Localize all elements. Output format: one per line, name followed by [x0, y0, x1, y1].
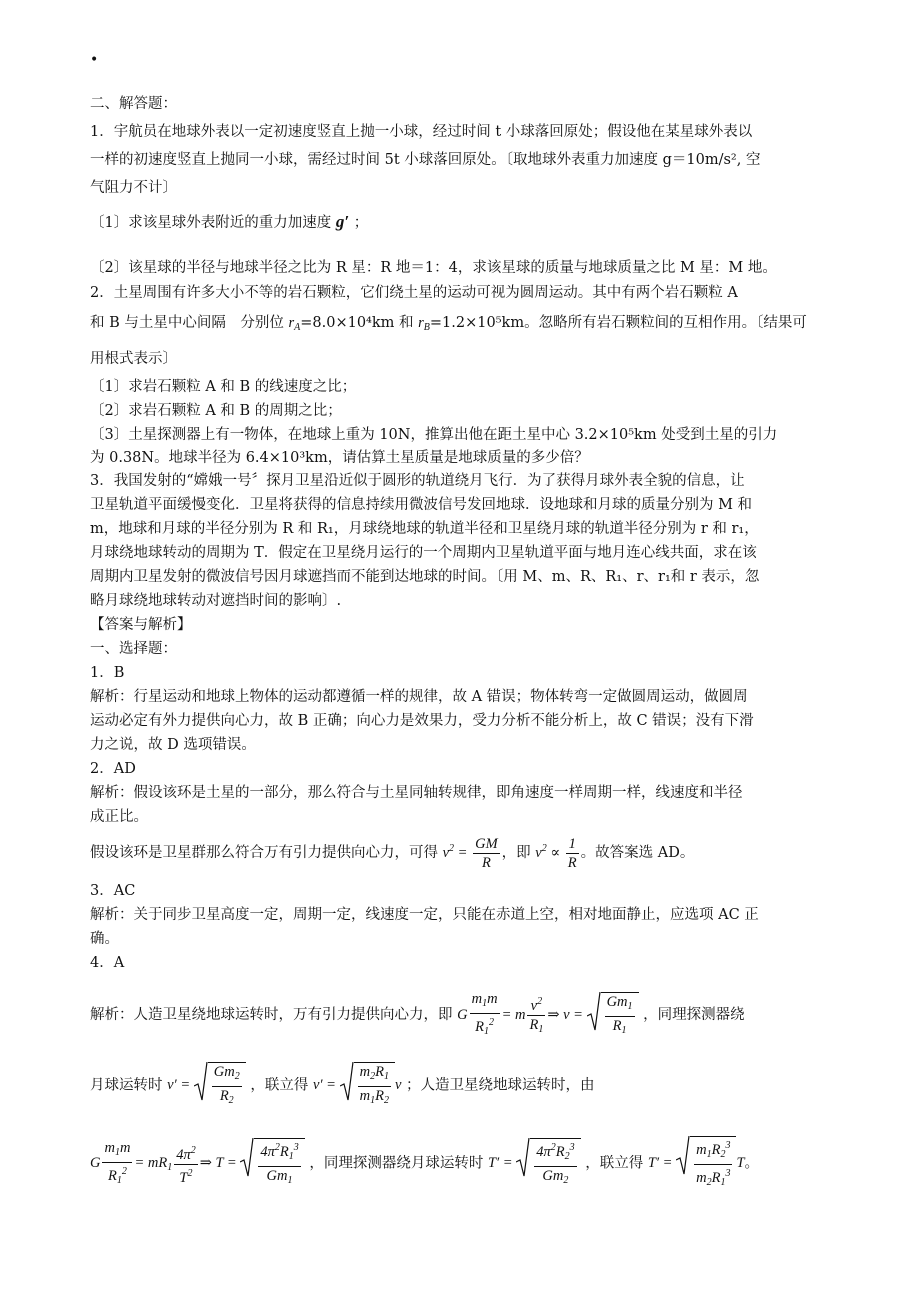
a1-line3: 力之说，故 D 选项错误。 [90, 737, 256, 753]
formula-v2-propto: $v^2$ ∝ $\frac{1}{R}$ [535, 836, 577, 871]
a2-line3: 假设该环是卫星群那么符合万有引力提供向心力，可得 $v^2$ = $\frac{GM}{R}$ ，即 $v^2$ ∝ $\frac{1}{R}$ 。故答案选 AD。 [90, 836, 695, 871]
q3-line1: 3．我国发射的“嫦娥一号〞探月卫星沿近似于圆形的轨道绕月飞行．为了获得月球外表全貌的信息，让 [90, 473, 745, 489]
q2-line3: 用根式表示〕 [90, 351, 177, 367]
a1-label: 1．B [90, 665, 125, 681]
section-one-heading: 一、选择题： [90, 641, 177, 657]
q1-line2: 一样的初速度竖直上抛同一小球，需经过时间 5t 小球落回原处。〔取地球外表重力加速度 g＝10m/s², 空 [90, 152, 761, 168]
r-b-symbol: $r_B$ [418, 315, 430, 333]
bullet-dot: • [90, 52, 99, 68]
a4-line3: G $\frac{m_1m}{R_1^2}$ = $mR_1$ $\frac{4\pi^2}{T^2}$ ⇒ T = $\frac{4\pi^2R_1^3}{Gm_1}$ ，同理探测器绕月球运转时 T′ = $\frac{4\pi^2R_2^3}{Gm_2}$ ，联立得 T′ = $\frac{m_1R_2^3}{m_2R_1^3}$ T。 [90, 1136, 840, 1192]
q3-line6: 略月球绕地球转动对遮挡时间的影响〕. [90, 593, 342, 609]
q2-line1: 2．土星周围有许多大小不等的岩石颗粒，它们绕土星的运动可视为圆周运动。其中有两个岩石颗粒 A [90, 285, 738, 301]
q2-sub2: 〔2〕求岩石颗粒 A 和 B 的周期之比； [90, 403, 342, 419]
q2-sub3-line1: 〔3〕土星探测器上有一物体，在地球上重为 10N，推算出他在距土星中心 3.2×10⁵km 处受到土星的引力 [90, 427, 778, 443]
formula-probe-velocity: v′ = $\frac{Gm_2}{R_2}$ [167, 1077, 246, 1093]
formula-combined-velocity: v′ = $\frac{m_2R_1}{m_1R_2}$ v [313, 1077, 401, 1093]
a4-line1: 解析：人造卫星绕地球运转时，万有引力提供向心力，即 G $\frac{m_1m}{R_1^2}$ = m $\frac{v^2}{R_1}$ ⇒ v = $\frac{Gm_1}{R_1}$ ，同理探测器绕 [90, 990, 840, 1041]
a3-line1: 解析：关于同步卫星高度一定，周期一定，线速度一定，只能在赤道上空，相对地面静止，应选项 AC 正 [90, 907, 759, 923]
q1-sub2: 〔2〕该星球的半径与地球半径之比为 R 星：R 地＝1：4，求该星球的质量与地球质量之比 M 星：M 地。 [90, 260, 777, 276]
a1-line1: 解析：行星运动和地球上物体的运动都遵循一样的规律，故 A 错误；物体转弯一定做圆周运动，做圆周 [90, 689, 748, 705]
a3-label: 3．AC [90, 883, 136, 899]
q2-sub1: 〔1〕求岩石颗粒 A 和 B 的线速度之比； [90, 379, 357, 395]
r-a-symbol: $r_A$ [288, 315, 301, 333]
q1-line1: 1．宇航员在地球外表以一定初速度竖直上抛一小球，经过时间 t 小球落回原处；假设他在某星球外表以 [90, 124, 753, 140]
a2-line2: 成正比。 [90, 809, 148, 825]
formula-satellite-period: G $\frac{m_1m}{R_1^2}$ = $mR_1$ $\frac{4\pi^2}{T^2}$ ⇒ T = $\frac{4\pi^2R_1^3}{Gm_1}$ [90, 1155, 305, 1171]
q2-sub3-line2: 为 0.38N。地球半径为 6.4×10³km，请估算土星质量是地球质量的多少倍？ [90, 450, 589, 466]
formula-satellite-velocity: G $\frac{m_1m}{R_1^2}$ = m $\frac{v^2}{R_1}$ ⇒ v = $\frac{Gm_1}{R_1}$ [457, 1007, 638, 1023]
a4-label: 4．A [90, 955, 125, 971]
answers-heading: 【答案与解析】 [90, 617, 192, 633]
q1-line3: 气阻力不计〕 [90, 180, 177, 196]
q3-line5: 周期内卫星发射的微波信号因月球遮挡而不能到达地球的时间。〔用 M、m、R、R₁、r、r₁和 r 表示，忽 [90, 569, 760, 585]
a2-label: 2．AD [90, 761, 136, 777]
formula-v2-gm-r: $v^2$ = $\frac{GM}{R}$ [442, 836, 498, 871]
q2-line2: 和 B 与土星中心间隔 分别位 $r_A=8.0\times 10^4km$ 和 $r_B=1.2\times 10^5km$。忽略所有岩石颗粒间的互相作用。〔结果可 [90, 315, 807, 333]
q3-line3: m，地球和月球的半径分别为 R 和 R₁，月球绕地球的轨道半径和卫星绕月球的轨道半径分别为 r 和 r₁， [90, 521, 759, 537]
q1-sub1: 〔1〕求该星球外表附近的重力加速度 g′ ； [90, 212, 369, 231]
a4-line2: 月球运转时 v′ = $\frac{Gm_2}{R_2}$ ，联立得 v′ = $\frac{m_2R_1}{m_1R_2}$ v ；人造卫星绕地球运转时，由 [90, 1062, 840, 1110]
a2-line1: 解析：假设该环是土星的一部分，那么符合与土星同轴转规律，即角速度一样周期一样，线速度和半径 [90, 785, 743, 801]
q3-line2: 卫星轨道平面缓慢变化．卫星将获得的信息持续用微波信号发回地球．设地球和月球的质量分别为 M 和 [90, 497, 753, 513]
formula-probe-period: T′ = $\frac{4\pi^2R_2^3}{Gm_2}$ [488, 1155, 581, 1171]
g-prime-symbol: g′ [335, 212, 350, 231]
formula-combined-period: T′ = $\frac{m_1R_2^3}{m_2R_1^3}$ T [648, 1155, 745, 1171]
a3-line2: 确。 [90, 931, 119, 947]
section-two-heading: 二、解答题： [90, 96, 177, 112]
a1-line2: 运动必定有外力提供向心力，故 B 正确；向心力是效果力，受力分析不能分析上，故 C 错误；没有下滑 [90, 713, 754, 729]
q3-line4: 月球绕地球转动的周期为 T．假定在卫星绕月运行的一个周期内卫星轨道平面与地月连心线共面，求在该 [90, 545, 757, 561]
